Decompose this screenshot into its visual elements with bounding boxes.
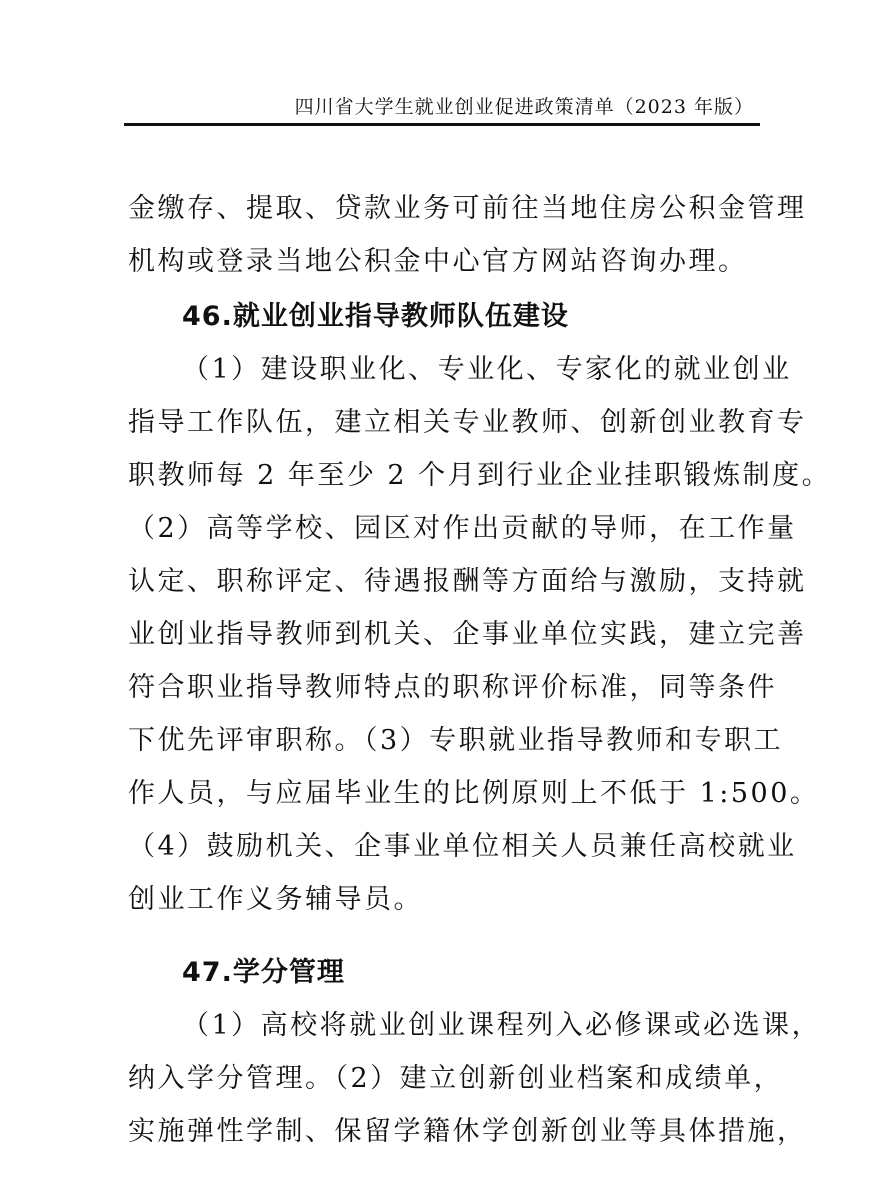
text-line: 指导工作队伍，建立相关专业教师、创新创业教育专	[128, 407, 807, 438]
section-47	[128, 946, 822, 1158]
text-line: 作人员，与应届毕业生的比例原则上不低于 1:500。	[128, 778, 820, 809]
text-line: 机构或登录当地公积金中心官方网站咨询办理。	[128, 246, 748, 277]
text-line: （4）鼓励机关、企事业单位相关人员兼任高校就业	[128, 831, 797, 862]
text-line: 下优先评审职称。（3）专职就业指导教师和专职工	[128, 725, 784, 756]
text-line: 创业工作义务辅导员。	[128, 884, 423, 915]
section-46	[128, 290, 832, 926]
header-rule	[124, 123, 760, 126]
text-line: 认定、职称评定、待遇报酬等方面给与激励，支持就	[128, 566, 807, 597]
spacer	[128, 926, 758, 946]
text-line: （1）高校将就业创业课程列入必修课或必选课，	[182, 1010, 822, 1041]
text-line: 职教师每 2 年至少 2 个月到行业企业挂职锻炼制度。	[128, 460, 832, 491]
text-line: 纳入学分管理。（2）建立创新创业档案和成绩单，	[128, 1063, 784, 1094]
text-line: 业创业指导教师到机关、企事业单位实践，建立完善	[128, 619, 807, 650]
text-line: （1）建设职业化、专业化、专家化的就业创业	[182, 354, 792, 385]
text-line: 金缴存、提取、贷款业务可前往当地住房公积金管理	[128, 193, 807, 224]
text-line: （2）高等学校、园区对作出贡献的导师，在工作量	[128, 513, 797, 544]
document-body	[128, 182, 832, 1158]
section-heading: 47.学分管理	[182, 957, 345, 988]
section-heading: 46.就业创业指导教师队伍建设	[182, 301, 569, 332]
text-line: 符合职业指导教师特点的职称评价标准，同等条件	[128, 672, 777, 703]
intro-paragraph	[128, 182, 807, 288]
header-title: 四川省大学生就业创业促进政策清单（2023 年版）	[294, 96, 754, 118]
text-line: 实施弹性学制、保留学籍休学创新创业等具体措施，	[128, 1116, 807, 1147]
